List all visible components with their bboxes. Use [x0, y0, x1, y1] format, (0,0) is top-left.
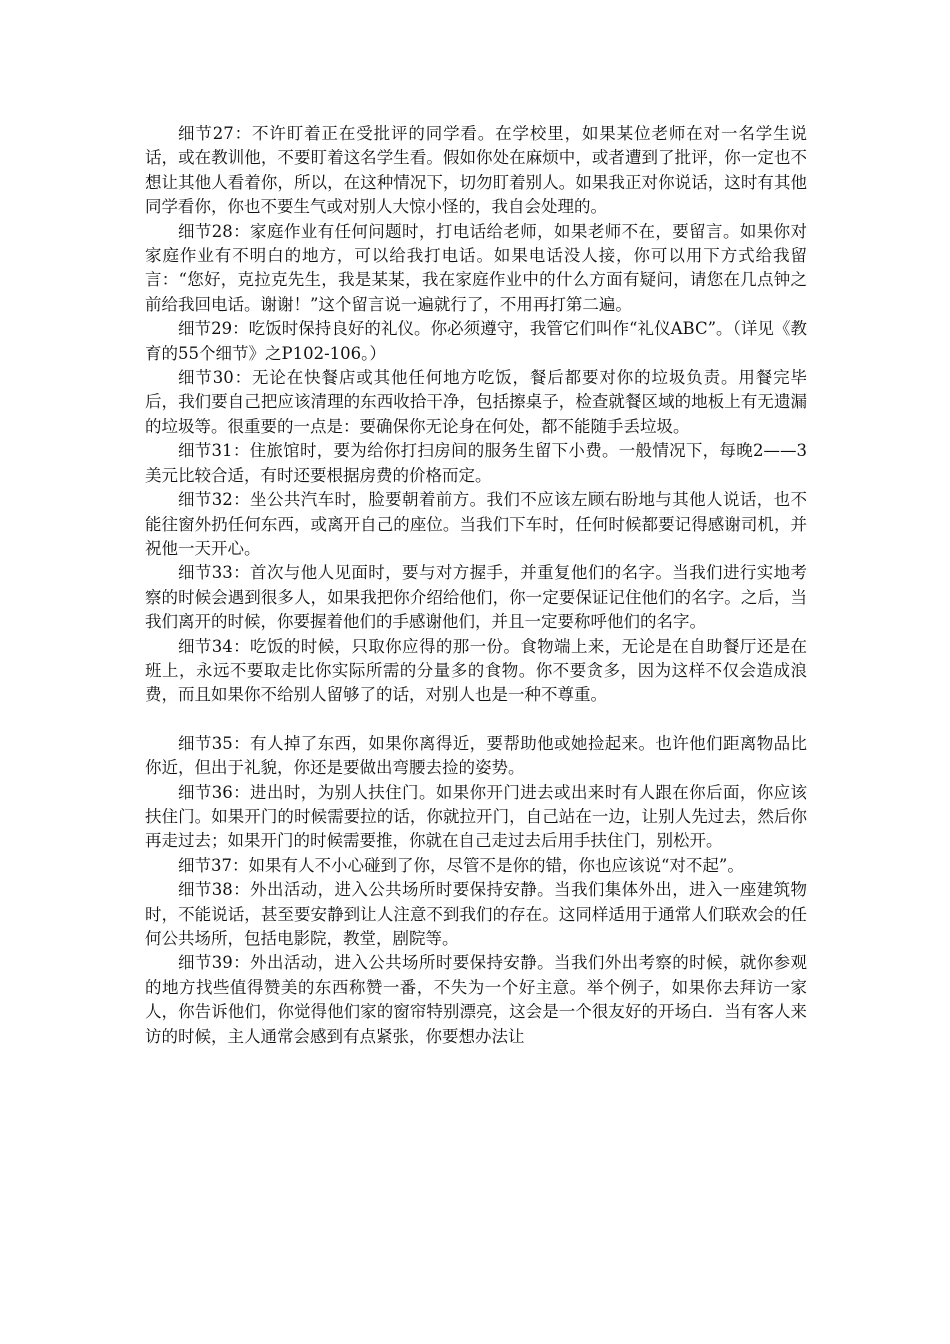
- paragraph-detail-35: 细节35：有人掉了东西，如果你离得近，要帮助他或她捡起来。也许他们距离物品比你近，但出于礼貌，你还是要做出弯腰去捡的姿势。: [145, 733, 807, 778]
- paragraph-detail-27: 细节27：不许盯着正在受批评的同学看。在学校里，如果某位老师在对一名学生说话，或在教训他，不要盯着这名学生看。假如你处在麻烦中，或者遭到了批评，你一定也不想让其他人看着你，所以，在这种情况下，切勿盯着别人。如果我正对你说话，这时有其他同学看你，你也不要生气或对别人大惊小怪的，我自会处理的。: [145, 124, 807, 217]
- paragraph-detail-29: 细节29：吃饭时保持良好的礼仪。你必须遵守，我管它们叫作“礼仪ABC”。（详见《教育的55个细节》之P102-106。）: [145, 319, 807, 363]
- paragraph-detail-32: 细节32：坐公共汽车时，脸要朝着前方。我们不应该左顾右盼地与其他人说话，也不能往窗外扔任何东西，或离开自己的座位。当我们下车时，任何时候都要记得感谢司机，并祝他一天开心。: [145, 490, 807, 558]
- document-body: [145, 122, 807, 1049]
- paragraph-detail-34: 细节34：吃饭的时候，只取你应得的那一份。食物端上来，无论是在自助餐厅还是在班上，永远不要取走比你实际所需的分量多的食物。你不要贪多，因为这样不仅会造成浪费，而且如果你不给别人留够了的话，对别人也是一种不尊重。: [145, 636, 807, 705]
- paragraph-detail-39: 细节39：外出活动，进入公共场所时要保持安静。当我们外出考察的时候，就你参观的地方找些值得赞美的东西称赞一番，不失为一个好主意。举个例子，如果你去拜访一家人，你告诉他们，你觉得他们家的窗帘特别漂亮，这会是一个很友好的开场白．当有客人来访的时候，主人通常会感到有点紧张，你要想办法让: [145, 953, 807, 1046]
- paragraph-detail-36: 细节36：进出时，为别人扶住门。如果你开门进去或出来时有人跟在你后面，你应该扶住门。如果开门的时候需要拉的话，你就拉开门，自己站在一边，让别人先过去，然后你再走过去；如果开门的时候需要推，你就在自己走过去后用手扶住门，别松开。: [145, 782, 807, 851]
- paragraph-detail-33: 细节33：首次与他人见面时，要与对方握手，并重复他们的名字。当我们进行实地考察的时候会遇到很多人，如果我把你介绍给他们，你一定要保证记住他们的名字。之后，当我们离开的时候，你要握着他们的手感谢他们，并且一定要称呼他们的名字。: [145, 563, 807, 632]
- paragraph-detail-38: 细节38：外出活动，进入公共场所时要保持安静。当我们集体外出，进入一座建筑物时，不能说话，甚至要安静到让人注意不到我们的存在。这同样适用于通常人们联欢会的任何公共场所，包括电影院，教堂，剧院等。: [145, 880, 807, 948]
- paragraph-detail-30: 细节30：无论在快餐店或其他任何地方吃饭，餐后都要对你的垃圾负责。用餐完毕后，我们要自己把应该清理的东西收拾干净，包括擦桌子，检查就餐区域的地板上有无遗漏的垃圾等。很重要的一点是：要确保你无论身在何处，都不能随手丢垃圾。: [145, 368, 807, 436]
- paragraph-detail-31: 细节31：住旅馆时，要为给你打扫房间的服务生留下小费。一般情况下，每晚2——3美元比较合适，有时还要根据房费的价格而定。: [145, 441, 807, 485]
- paragraph-detail-28: 细节28：家庭作业有任何问题时，打电话给老师，如果老师不在，要留言。如果你对家庭作业有不明白的地方，可以给我打电话。如果电话没人接，你可以用下方式给我留言：“您好，克拉克先生，我是某某，我在家庭作业中的什么方面有疑问，请您在几点钟之前给我回电话。谢谢！”这个留言说一遍就行了，不用再打第二遍。: [145, 221, 807, 314]
- paragraph-detail-37: 细节37：如果有人不小心碰到了你，尽管不是你的错，你也应该说“对不起”。: [178, 855, 744, 875]
